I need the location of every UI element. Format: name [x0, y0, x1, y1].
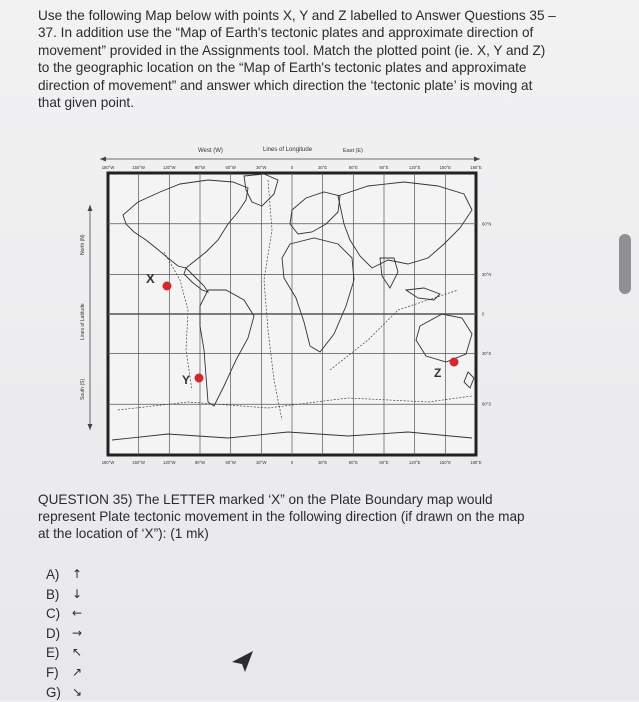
- latitude-arrow-bottom: [88, 424, 93, 430]
- longitude-label: 150°E: [439, 165, 452, 170]
- point-z-label: Z: [434, 366, 442, 380]
- world-map: [68, 140, 503, 475]
- point-y-label: Y: [182, 373, 191, 387]
- option-letter: B): [46, 586, 60, 602]
- option-arrow-icon: ↘: [72, 684, 83, 699]
- longitude-label: 90°E: [379, 460, 389, 465]
- longitude-label: 180°W: [101, 460, 115, 465]
- point-x-marker: [163, 282, 172, 291]
- answer-option[interactable]: [46, 683, 82, 702]
- option-arrow-icon: →: [72, 625, 83, 640]
- longitude-label: 120°E: [408, 165, 421, 170]
- map-west-label: West (W): [198, 148, 223, 154]
- intro-instructions: Use the following Map below with points X, Y and Z labelled to Answer Questions 35 – 37. In addition use the “Map of Earth's tectonic plates and approximate direction of movement” provided in the Assignments tool. Match the plotted point (ie. X, Y and Z) to the geographic location on the “Map of Earth's tectonic plates and approximate direction of movement” and answer which direction the ‘tectonic plate’ is moving at that given point.: [38, 8, 556, 111]
- longitude-label: 120°E: [408, 460, 421, 465]
- answer-options: [46, 565, 82, 702]
- option-arrow-icon: ←: [72, 606, 83, 621]
- longitude-label: 120°W: [163, 165, 176, 170]
- scrollbar-thumb[interactable]: [619, 234, 631, 294]
- option-letter: E): [46, 645, 60, 661]
- latitude-label: 0: [482, 311, 485, 317]
- point-z-marker: [450, 358, 459, 367]
- answer-option[interactable]: [46, 565, 82, 585]
- longitude-label: 60°E: [348, 460, 358, 465]
- option-letter: A): [46, 567, 60, 582]
- option-letter: C): [46, 606, 61, 622]
- answer-option[interactable]: [46, 643, 82, 663]
- top-longitude-labels: [102, 165, 482, 170]
- map-north-label: North (N): [80, 234, 86, 255]
- longitude-label: 0: [290, 165, 294, 170]
- map-latitude-label: Lines of Latitude: [80, 303, 86, 340]
- bottom-longitude-labels: [102, 460, 482, 465]
- longitude-label: 60°W: [225, 165, 236, 170]
- latitude-label: 60°N: [482, 221, 492, 227]
- longitude-label: 0: [290, 460, 294, 465]
- option-letter: G): [46, 684, 61, 700]
- answer-option[interactable]: [46, 624, 82, 644]
- option-arrow-icon: ↖: [72, 645, 83, 660]
- longitude-label: 30°E: [318, 460, 328, 465]
- longitude-label: 60°E: [348, 165, 358, 170]
- longitude-label: 30°W: [256, 460, 267, 465]
- longitude-label: 180°E: [470, 165, 482, 170]
- longitude-label: 90°E: [379, 165, 389, 170]
- map-east-label: East (E): [343, 148, 363, 154]
- longitude-label: 30°W: [256, 165, 267, 170]
- point-x-label: X: [146, 271, 155, 286]
- longitude-label: 150°E: [439, 460, 452, 465]
- option-letter: F): [46, 664, 59, 680]
- longitude-arrow-right: [474, 157, 480, 162]
- right-latitude-labels: [482, 221, 491, 406]
- option-arrow-icon: ↑: [72, 567, 83, 581]
- mouse-cursor-icon: [228, 645, 258, 675]
- point-y-marker: [195, 374, 204, 383]
- longitude-label: 180°W: [101, 165, 115, 170]
- question-35: QUESTION 35) The LETTER marked ‘X” on the Plate Boundary map would represent Plate tectonic movement in the following direction (if drawn on the map at the location of ‘X”): (1 mk): [38, 492, 525, 541]
- answer-option[interactable]: [46, 604, 82, 624]
- latitude-label: 60°S: [482, 401, 492, 407]
- longitude-label: 150°W: [132, 165, 145, 170]
- longitude-label: 60°W: [225, 460, 236, 465]
- latitude-arrow-top: [88, 205, 93, 211]
- longitude-label: 30°E: [318, 165, 328, 170]
- option-arrow-icon: ↓: [72, 586, 83, 601]
- map-longitude-label: Lines of Longitude: [263, 147, 313, 153]
- longitude-label: 150°W: [132, 460, 145, 465]
- answer-option[interactable]: [46, 663, 82, 683]
- longitude-arrow-left: [100, 157, 106, 162]
- longitude-label: 90°W: [194, 165, 206, 170]
- longitude-label: 180°E: [470, 460, 482, 465]
- longitude-label: 120°W: [163, 460, 176, 465]
- map-south-label: South (S): [80, 378, 86, 400]
- latitude-label: 30°S: [482, 350, 492, 356]
- longitude-label: 90°W: [194, 460, 206, 465]
- option-arrow-icon: ↗: [72, 664, 83, 679]
- latitude-label: 30°N: [482, 272, 492, 278]
- option-letter: D): [46, 625, 61, 641]
- answer-option[interactable]: [46, 585, 82, 605]
